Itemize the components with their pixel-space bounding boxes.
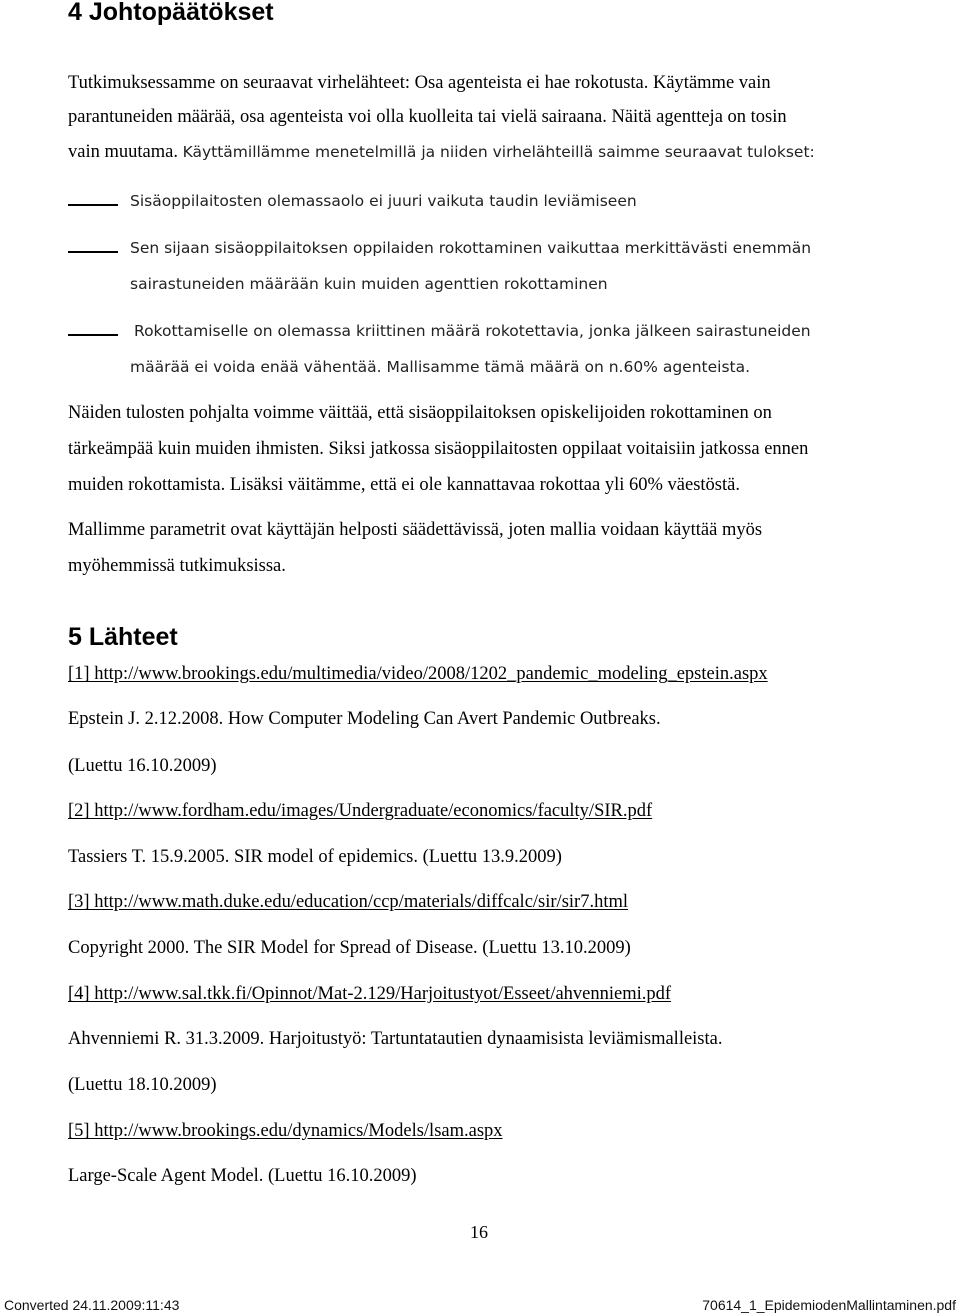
bullet-3-line-1: Rokottamiselle on olemassa kriittinen määrä rokotettavia, jonka jälkeen sairastuneiden xyxy=(134,322,811,340)
reference-3-line-1: Copyright 2000. The SIR Model for Spread of Disease. (Luettu 13.10.2009) xyxy=(68,938,631,958)
paragraph3-line-2: myöhemmissä tutkimuksissa. xyxy=(68,556,286,576)
heading-references: 5 Lähteet xyxy=(68,623,178,651)
reference-5-line-1: Large-Scale Agent Model. (Luettu 16.10.2009) xyxy=(68,1166,417,1186)
intro-line-2: parantuneiden määrää, osa agenteista voi olla kuolleita tai vielä sairaana. Näitä agentteja on tosin xyxy=(68,107,787,127)
paragraph2-line-2: tärkeämpää kuin muiden ihmisten. Siksi jatkossa sisäoppilaitosten oppilaat voitaisiin jatkossa ennen xyxy=(68,439,809,459)
intro-line-3-tail: Käyttämillämme menetelmillä ja niiden virhelähteillä saimme seuraavat tulokset: xyxy=(182,143,815,161)
bullet-dash-1 xyxy=(68,204,118,206)
paragraph2-line-3: muiden rokottamista. Lisäksi väitämme, että ei ole kannattavaa rokottaa yli 60% väestöstä. xyxy=(68,475,740,495)
reference-1-line-2: (Luettu 16.10.2009) xyxy=(68,756,217,776)
bullet-1-line-1: Sisäoppilaitosten olemassaolo ei juuri vaikuta taudin leviämiseen xyxy=(130,192,637,210)
bullet-dash-2 xyxy=(68,251,118,253)
reference-4-link[interactable]: [4] http://www.sal.tkk.fi/Opinnot/Mat-2.129/Harjoitustyot/Esseet/ahvenniemi.pdf xyxy=(68,984,672,1004)
reference-1-link[interactable]: [1] http://www.brookings.edu/multimedia/video/2008/1202_pandemic_modeling_epstein.aspx xyxy=(68,664,768,684)
intro-line-3-text: vain muutama. xyxy=(68,142,178,162)
reference-2-link[interactable]: [2] http://www.fordham.edu/images/Undergraduate/economics/faculty/SIR.pdf xyxy=(68,801,653,821)
paragraph3-line-1: Mallimme parametrit ovat käyttäjän helposti säädettävissä, joten mallia voidaan käyttää myös xyxy=(68,520,763,540)
reference-3-link[interactable]: [3] http://www.math.duke.edu/education/ccp/materials/diffcalc/sir/sir7.html xyxy=(68,892,628,912)
reference-5-link[interactable]: [5] http://www.brookings.edu/dynamics/Models/lsam.aspx xyxy=(68,1121,503,1141)
reference-4-line-2: (Luettu 18.10.2009) xyxy=(68,1075,217,1095)
bullet-3-line-2: määrää ei voida enää vähentää. Mallisamme tämä määrä on n.60% agenteista. xyxy=(130,358,751,376)
bullet-2-line-2: sairastuneiden määrään kuin muiden agenttien rokottaminen xyxy=(130,275,608,293)
reference-2-line-1: Tassiers T. 15.9.2005. SIR model of epidemics. (Luettu 13.9.2009) xyxy=(68,847,562,867)
intro-line-3 xyxy=(68,142,815,163)
footer-converted: Converted 24.11.2009:11:43 xyxy=(4,1297,180,1313)
reference-4-line-1: Ahvenniemi R. 31.3.2009. Harjoitustyö: Tartuntatautien dynaamisista leviämismalleista. xyxy=(68,1029,723,1049)
bullet-dash-3 xyxy=(68,334,118,336)
heading-conclusions: 4 Johtopäätökset xyxy=(68,0,274,26)
footer-filename: 70614_1_EpidemiodenMallintaminen.pdf xyxy=(702,1297,956,1313)
page-number: 16 xyxy=(470,1222,488,1242)
bullet-2-line-1: Sen sijaan sisäoppilaitoksen oppilaiden rokottaminen vaikuttaa merkittävästi enemmän xyxy=(130,239,812,257)
reference-1-line-1: Epstein J. 2.12.2008. How Computer Modeling Can Avert Pandemic Outbreaks. xyxy=(68,709,661,729)
paragraph2-line-1: Näiden tulosten pohjalta voimme väittää, että sisäoppilaitoksen opiskelijoiden rokottaminen on xyxy=(68,403,772,423)
intro-line-1: Tutkimuksessamme on seuraavat virhelähteet: Osa agenteista ei hae rokotusta. Käytämme vain xyxy=(68,73,771,93)
